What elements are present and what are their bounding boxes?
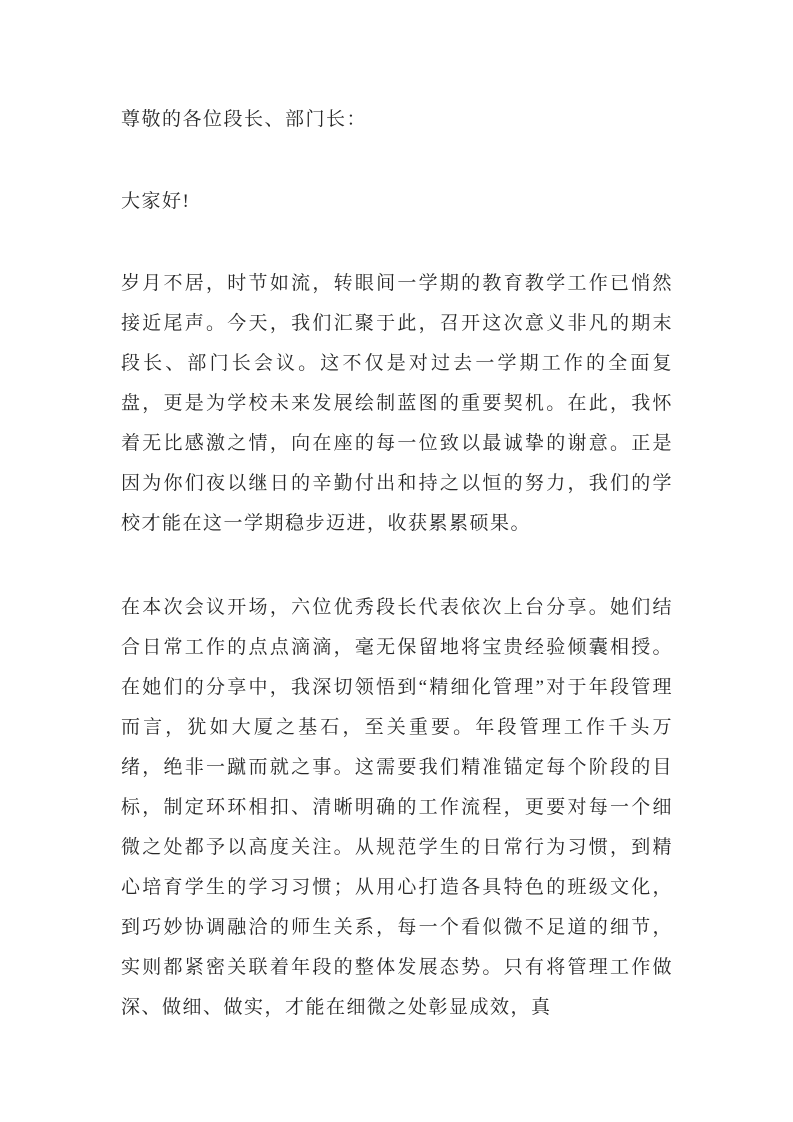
greeting-line: 大家好! bbox=[121, 191, 191, 212]
paragraph: 在本次会议开场，六位优秀段长代表依次上台分享。她们结合日常工作的点点滴滴，毫无保留地将宝贵经验倾囊相授。在她们的分享中，我深切领悟到“精细化管理”对于年段管理而言，犹如大厦之基石，至关重要。年段管理工作千头万绪，绝非一蹴而就之事。这需要我们精准锚定每个阶段的目标，制定环环相扣、清晰明确的工作流程，更要对每一个细微之处都予以高度关注。从规范学生的日常行为习惯，到精心培育学生的学习习惯；从用心打造各具特色的班级文化，到巧妙协调融洽的师生关系，每一个看似微不足道的细节，实则都紧密关联着年段的整体发展态势。只有将管理工作做深、做细、做实，才能在细微之处彰显成效，真 bbox=[121, 597, 673, 1018]
paragraph: 岁月不居，时节如流，转眼间一学期的教育教学工作已悄然接近尾声。今天，我们汇聚于此，召开这次意义非凡的期末段长、部门长会议。这不仅是对过去一学期工作的全面复盘，更是为学校未来发展绘制蓝图的重要契机。在此，我怀着无比感激之情，向在座的每一位致以最诚挚的谢意。正是因为你们夜以继日的辛勤付出和持之以恒的努力，我们的学校才能在这一学期稳步迈进，收获累累硕果。 bbox=[121, 273, 673, 534]
salutation-line: 尊敬的各位段长、部门长： bbox=[121, 109, 368, 130]
